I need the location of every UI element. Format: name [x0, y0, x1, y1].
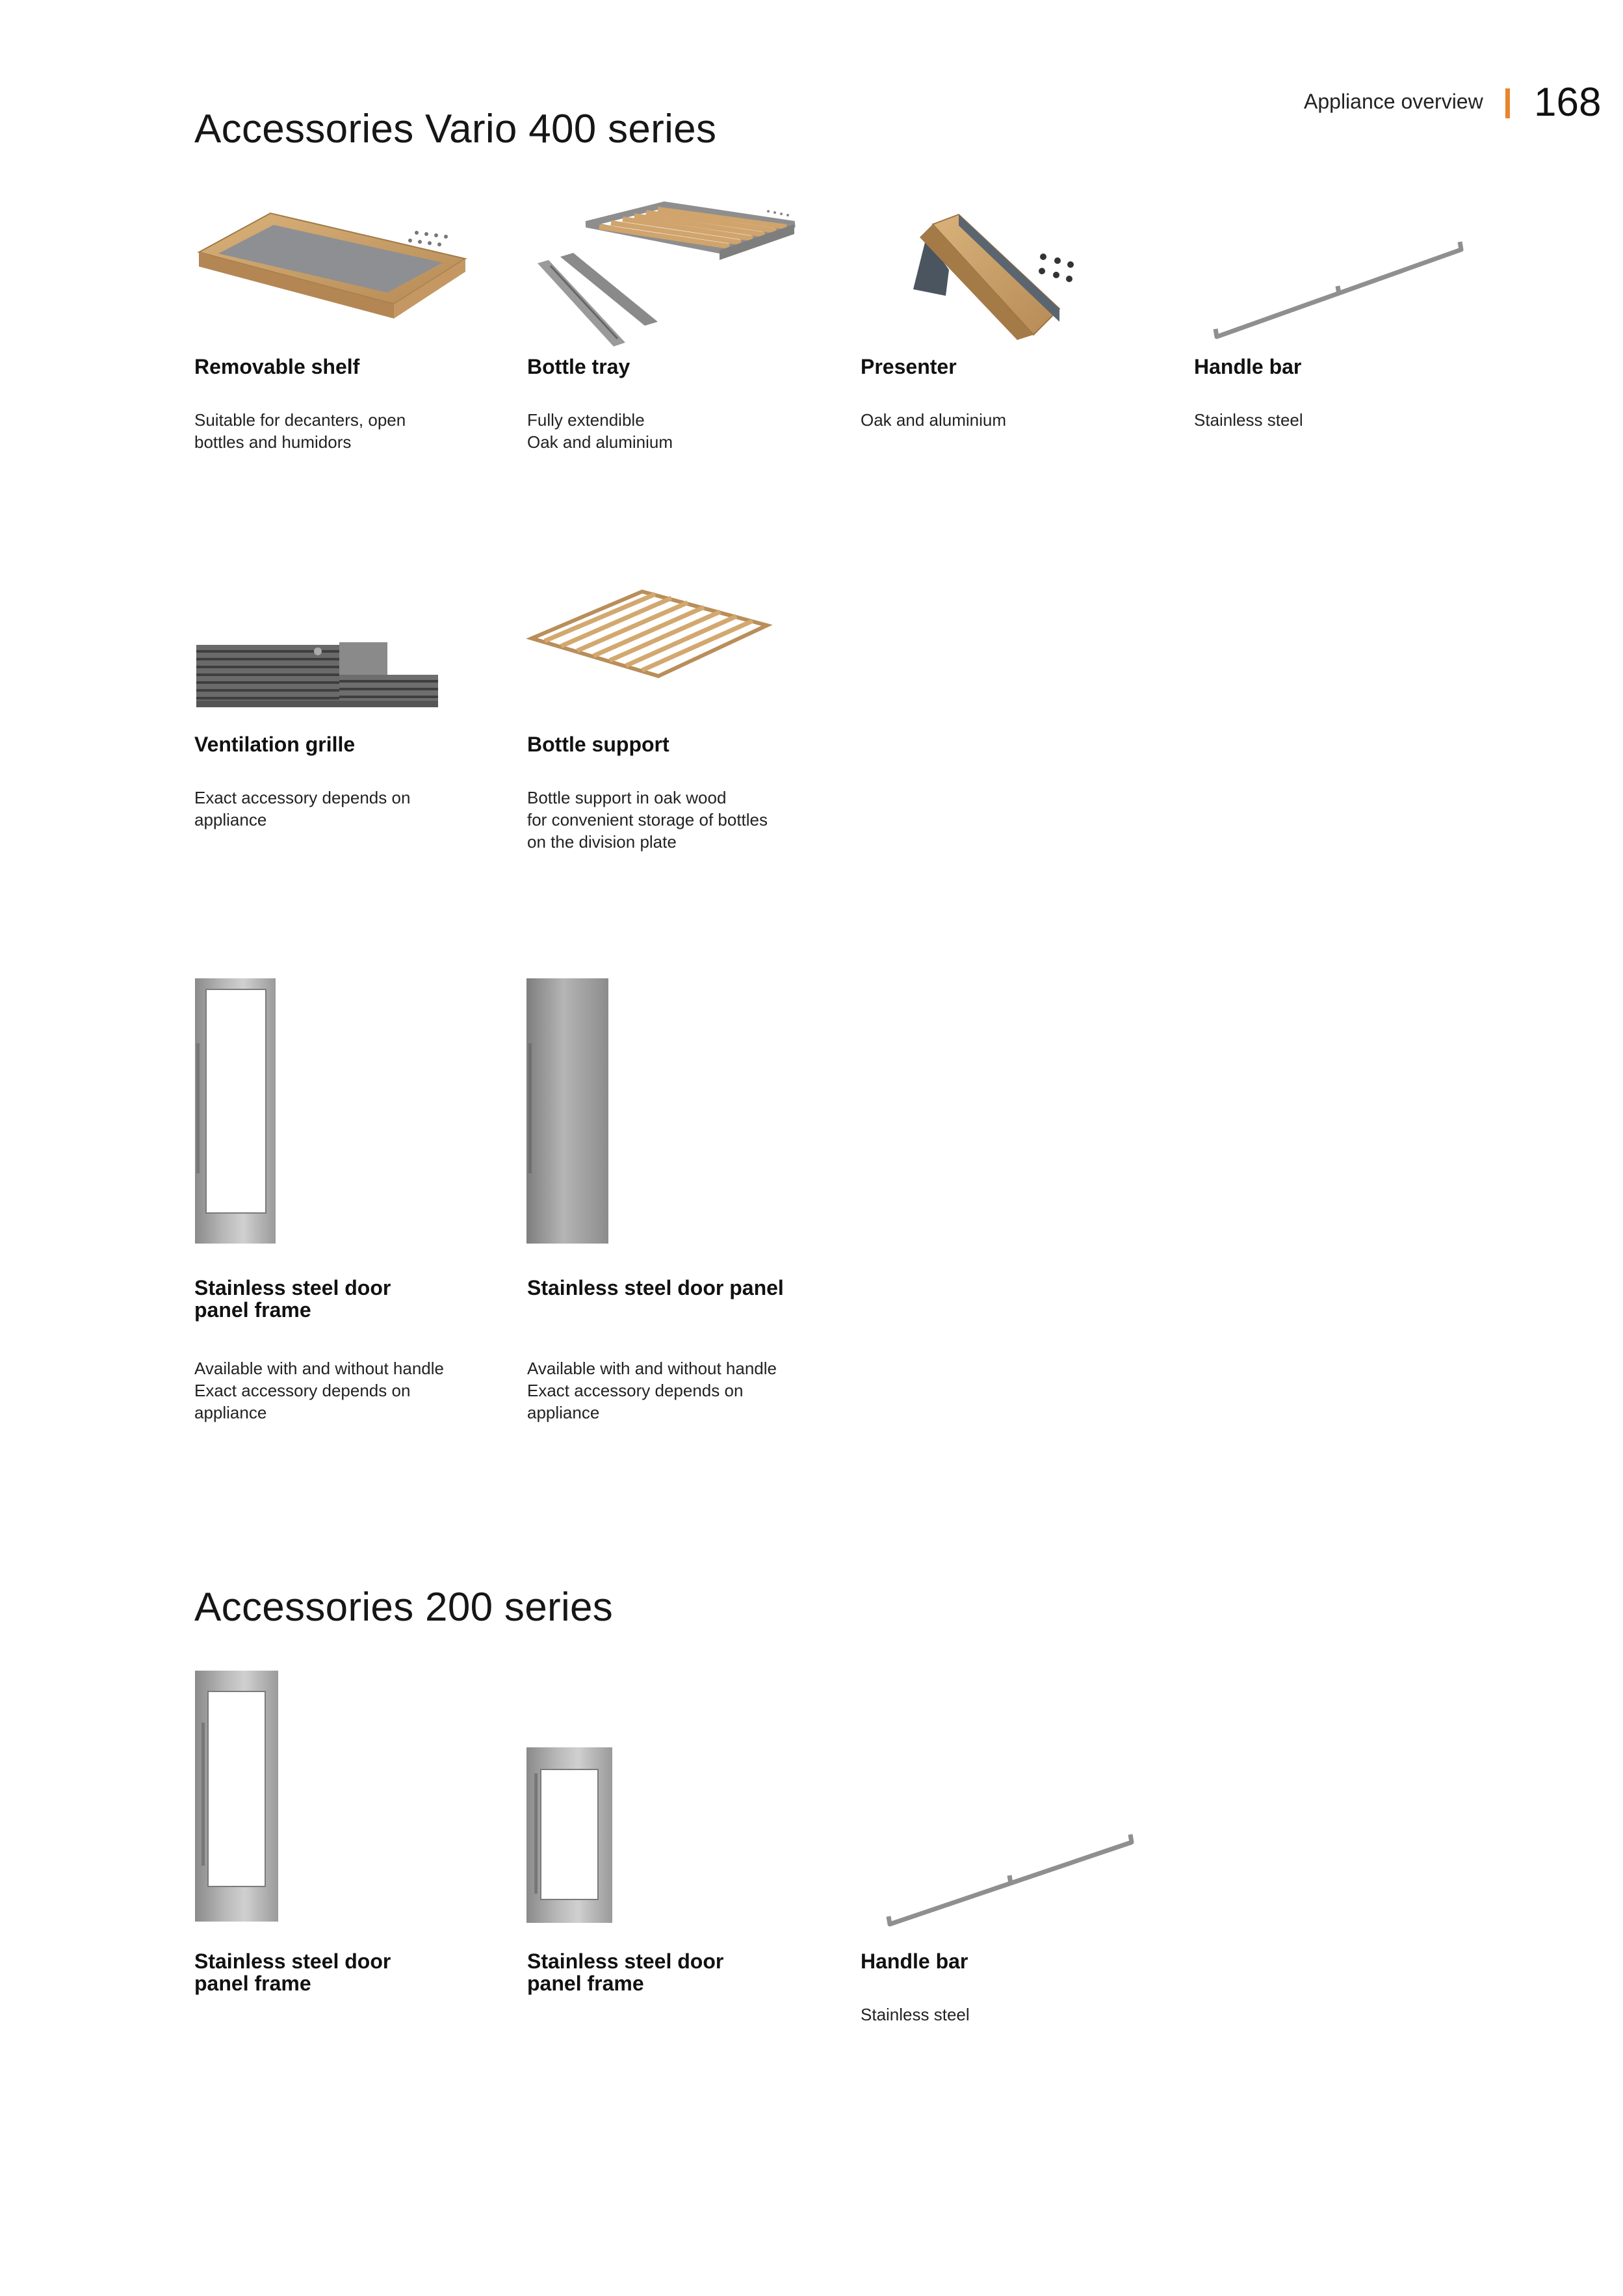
ventilation-grille-image	[192, 637, 442, 715]
item-description: Stainless steel	[861, 2005, 970, 2024]
item-description: Suitable for decanters, open bottles and humidors	[194, 410, 406, 452]
item-name: Bottle tray	[527, 355, 630, 378]
bottle-tray-image	[534, 198, 801, 354]
item-name: Bottle support	[527, 733, 669, 756]
door-panel-image	[526, 978, 608, 1244]
item-name: Presenter	[861, 355, 957, 378]
handle-bar-image-200	[881, 1833, 1141, 1931]
door-panel-frame-short-image	[526, 1747, 612, 1923]
item-name: Stainless steel door panel	[527, 1276, 784, 1299]
item-description: Stainless steel	[1194, 410, 1303, 430]
item-name: Stainless steel door panel frame	[527, 1950, 724, 1995]
item-door-panel-frame	[194, 1276, 493, 1422]
item-name: Stainless steel door panel frame	[194, 1276, 391, 1322]
door-panel-frame-image	[195, 978, 276, 1244]
item-name: Handle bar	[1194, 355, 1302, 378]
page-number: 168	[1534, 80, 1602, 125]
item-handle-bar	[1194, 356, 1493, 431]
item-handle-bar-200	[861, 1950, 1160, 2026]
item-door-panel-frame-200-b	[527, 1950, 826, 1994]
item-name: Ventilation grille	[194, 733, 356, 756]
item-ventilation-grille	[194, 733, 493, 831]
door-panel-frame-tall-image	[195, 1671, 278, 1922]
item-description: Fully extendible Oak and aluminium	[527, 410, 673, 452]
item-name: Removable shelf	[194, 355, 360, 378]
item-bottle-support	[527, 733, 826, 853]
item-door-panel	[527, 1276, 826, 1422]
item-name: Handle bar	[861, 1950, 968, 1973]
item-description: Oak and aluminium	[861, 410, 1006, 430]
handle-bar-image	[1209, 241, 1469, 345]
item-presenter	[861, 356, 1160, 431]
bottle-support-image	[525, 585, 772, 683]
item-removable-shelf	[194, 356, 493, 453]
item-door-panel-frame-200-a	[194, 1950, 493, 1994]
removable-shelf-image	[192, 207, 472, 351]
item-description: Available with and without handle Exact accessory depends on appliance	[527, 1359, 777, 1422]
item-description: Exact accessory depends on appliance	[194, 788, 411, 829]
item-description: Bottle support in oak wood for convenient storage of bottles on the division plate	[527, 788, 768, 852]
item-description: Available with and without handle Exact accessory depends on appliance	[194, 1359, 445, 1422]
header-section-title: Appliance overview	[1304, 90, 1483, 113]
header-divider	[1505, 88, 1510, 118]
presenter-image	[887, 211, 1082, 345]
section-heading-200: Accessories 200 series	[194, 1585, 614, 1630]
item-bottle-tray	[527, 356, 826, 453]
item-name: Stainless steel door panel frame	[194, 1950, 391, 1995]
section-heading-vario-400: Accessories Vario 400 series	[194, 107, 717, 151]
